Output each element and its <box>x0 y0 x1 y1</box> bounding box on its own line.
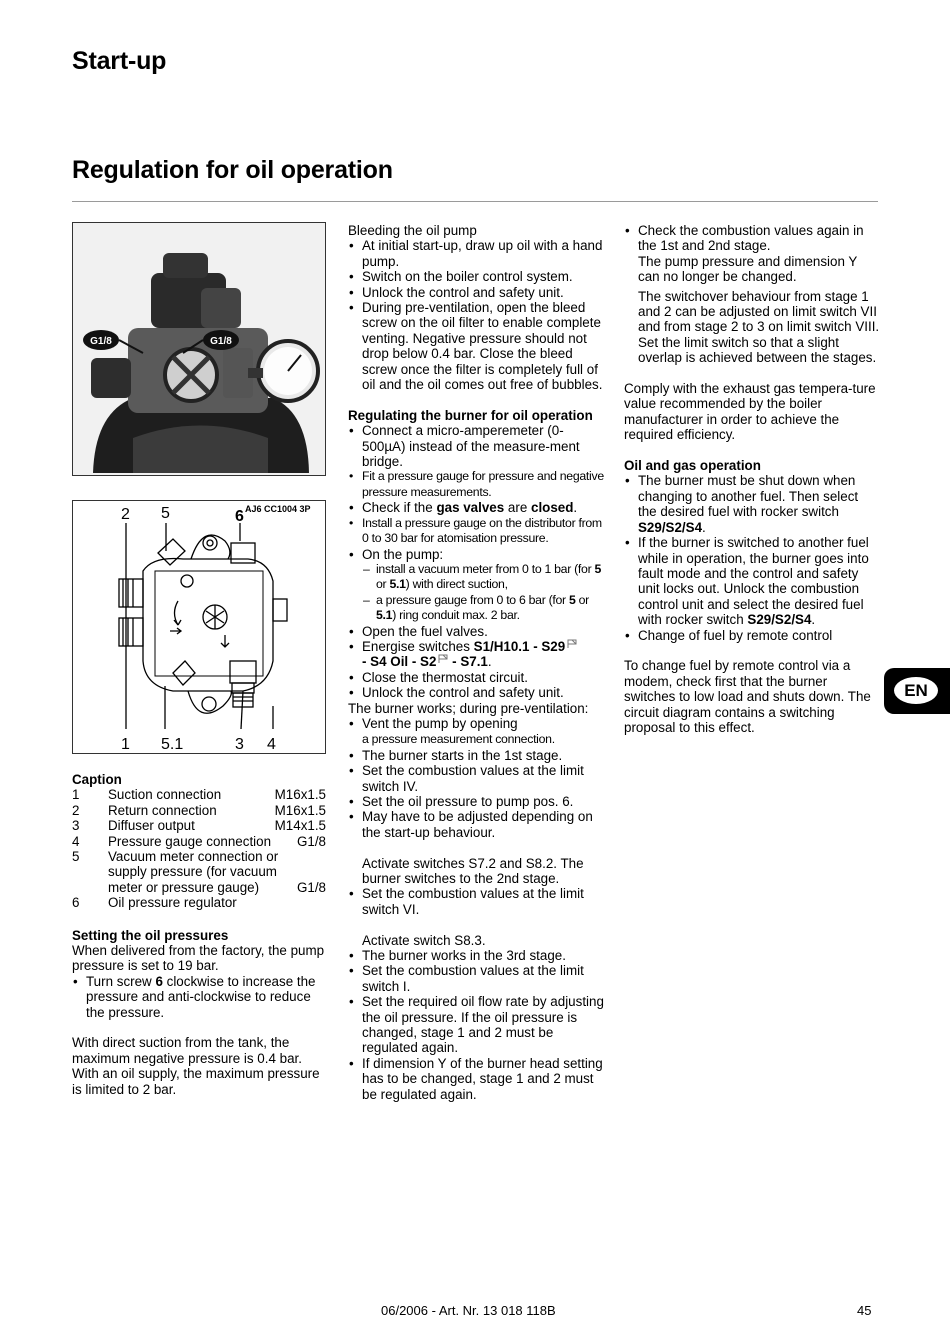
setting-intro: When delivered from the factory, the pump pressure is set to 19 bar. <box>72 943 325 974</box>
works-text: The burner works; during pre-ventilation: <box>348 700 589 716</box>
modem-text: To change fuel by remote control via a modem, check first that the burner switches to low load and shuts down. The circuit diagram contains a switching proposal to this effect. <box>624 658 871 735</box>
list-item: • Fit a pressure gauge for pressure and negative pressure measurements. <box>348 469 604 500</box>
list-item: • Open the fuel valves. <box>348 624 604 639</box>
diagram-label-4: 4 <box>267 736 276 753</box>
list-item: • Set the oil pressure to pump pos. 6. <box>348 794 604 809</box>
regulating-title: Regulating the burner for oil operation <box>348 407 593 423</box>
caption-column <box>72 772 326 1097</box>
setting-bullet: • Turn screw 6 clockwise to increase the pressure and anti-clockwise to reduce the pressure. <box>72 974 326 1020</box>
list-item: • The burner starts in the 1st stage. <box>348 748 604 763</box>
setting-title: Setting the oil pressures <box>72 927 229 943</box>
list-item: • Set the combustion values at the limit switch VI. <box>348 886 604 917</box>
list-item: • At initial start-up, draw up oil with a hand pump. <box>348 238 604 269</box>
list-item: • During pre-ventilation, open the bleed screw on the oil filter to enable complete venting. Negative pressure should not drop below 0.4 bar. Close the bleed screw once the filter is completely full of oil and the oil comes out free of bubbles. <box>348 300 604 392</box>
list-item: • Change of fuel by remote control <box>624 628 880 643</box>
flag-icon <box>567 639 577 649</box>
list-item: • Close the thermostat circuit. <box>348 670 604 685</box>
pump-diagram <box>72 500 326 754</box>
section-title: Regulation for oil operation <box>72 156 393 184</box>
diagram-label-2: 2 <box>121 506 130 523</box>
page-number: 45 <box>857 1303 872 1318</box>
diagram-label-6: 6 <box>235 508 244 525</box>
caption-row: supply pressure (for vacuum <box>108 864 277 880</box>
list-item: • If dimension Y of the burner head setting has to be changed, stage 1 and 2 must be regulated again. <box>348 1056 604 1102</box>
bleeding-title: Bleeding the oil pump <box>348 223 477 238</box>
procedure-column <box>348 223 604 1102</box>
caption-row: 5 Vacuum meter connection or <box>72 849 279 865</box>
caption-row: 6 Oil pressure regulator <box>72 895 237 911</box>
photo-label-left: G1/8 <box>90 336 112 347</box>
pump-diagram-illustration <box>73 501 326 754</box>
list-item: • Check the combustion values again in the 1st and 2nd stage. The pump pressure and dimension Y can no longer be changed. <box>624 223 880 285</box>
operation-column <box>624 223 880 735</box>
list-item: • Set the combustion values at the limit switch I. <box>348 963 604 994</box>
language-tab <box>884 668 950 714</box>
list-item: • Switch on the boiler control system. <box>348 269 604 284</box>
caption-row: 2 Return connection M16x1.5 <box>72 802 326 818</box>
language-label: EN <box>894 677 938 704</box>
setting-note: With direct suction from the tank, the maximum negative pressure is 0.4 bar. With an oil supply, the maximum pressure is limited to 2 bar. <box>72 1035 320 1097</box>
caption-title: Caption <box>72 772 122 787</box>
sub-list-item: – install a vacuum meter from 0 to 1 bar (for 5 or 5.1) with direct suction, <box>348 562 604 593</box>
list-item: • Connect a micro-amperemeter (0-500µA) instead of the measure-ment bridge. <box>348 423 604 469</box>
page-title: Start-up <box>72 47 167 75</box>
caption-row: meter or pressure gauge) G1/8 <box>108 879 326 895</box>
flag-icon <box>438 654 448 664</box>
oil-gas-title: Oil and gas operation <box>624 458 761 474</box>
list-item: • May have to be adjusted depending on the start-up behaviour. <box>348 809 604 840</box>
pump-photo-illustration <box>73 223 326 476</box>
list-item: • Check if the gas valves are closed. <box>348 500 604 515</box>
list-item: • On the pump: <box>348 547 604 562</box>
caption-row: 4 Pressure gauge connection G1/8 <box>72 833 326 849</box>
article-reference: 06/2006 - Art. Nr. 13 018 118B <box>381 1303 556 1318</box>
title-divider <box>72 201 878 202</box>
diagram-label-5-1: 5.1 <box>161 736 184 753</box>
list-item: • Unlock the control and safety unit. <box>348 685 604 700</box>
diagram-label-1: 1 <box>121 736 130 753</box>
list-item: • Unlock the control and safety unit. <box>348 285 604 300</box>
switchover-text: The switchover behaviour from stage 1 and 2 can be adjusted on limit switch VII and from stage 2 to 3 on limit switch VIII. Set the limit switch so that a slight overlap is achieved between the stages. <box>638 288 880 366</box>
list-item: • If the burner is switched to another fuel while in operation, the burner goes into fault mode and the control and safety unit locks out. Unlock the combustion control unit and select the desired fuel with rocker switch S29/S2/S4. <box>624 535 880 627</box>
sub-list-item: – a pressure gauge from 0 to 6 bar (for 5 or 5.1) ring conduit max. 2 bar. <box>348 593 604 624</box>
list-item: • Set the combustion values at the limit switch IV. <box>348 763 604 794</box>
diagram-label-5: 5 <box>161 505 170 522</box>
activate-text: Activate switch S8.3. <box>362 932 486 948</box>
list-item: • The burner works in the 3rd stage. <box>348 948 604 963</box>
diagram-label-3: 3 <box>235 736 244 753</box>
list-item: • Install a pressure gauge on the distributor from 0 to 30 bar for atomisation pressure. <box>348 516 604 547</box>
comply-text: Comply with the exhaust gas tempera-ture value recommended by the boiler manufacturer in order to achieve the required efficiency. <box>624 381 876 443</box>
list-item: • Set the required oil flow rate by adjusting the oil pressure. If the oil pressure is changed, stage 1 and 2 must be regulated again. <box>348 994 604 1056</box>
list-item: • Vent the pump by opening a pressure measurement connection. <box>348 716 604 748</box>
list-item: • Energise switches S1/H10.1 - S29 - S4 Oil - S2 - S7.1. <box>348 639 604 670</box>
caption-row: 1 Suction connection M16x1.5 <box>72 787 326 803</box>
photo-label-right: G1/8 <box>210 336 232 347</box>
pump-photo <box>72 222 326 476</box>
list-item: • The burner must be shut down when changing to another fuel. Then select the desired fuel with rocker switch S29/S2/S4. <box>624 473 880 535</box>
diagram-code: AJ6 CC1004 3P <box>245 504 311 514</box>
caption-row: 3 Diffuser output M14x1.5 <box>72 818 326 834</box>
activate-text: Activate switches S7.2 and S8.2. The burner switches to the 2nd stage. <box>362 855 584 887</box>
